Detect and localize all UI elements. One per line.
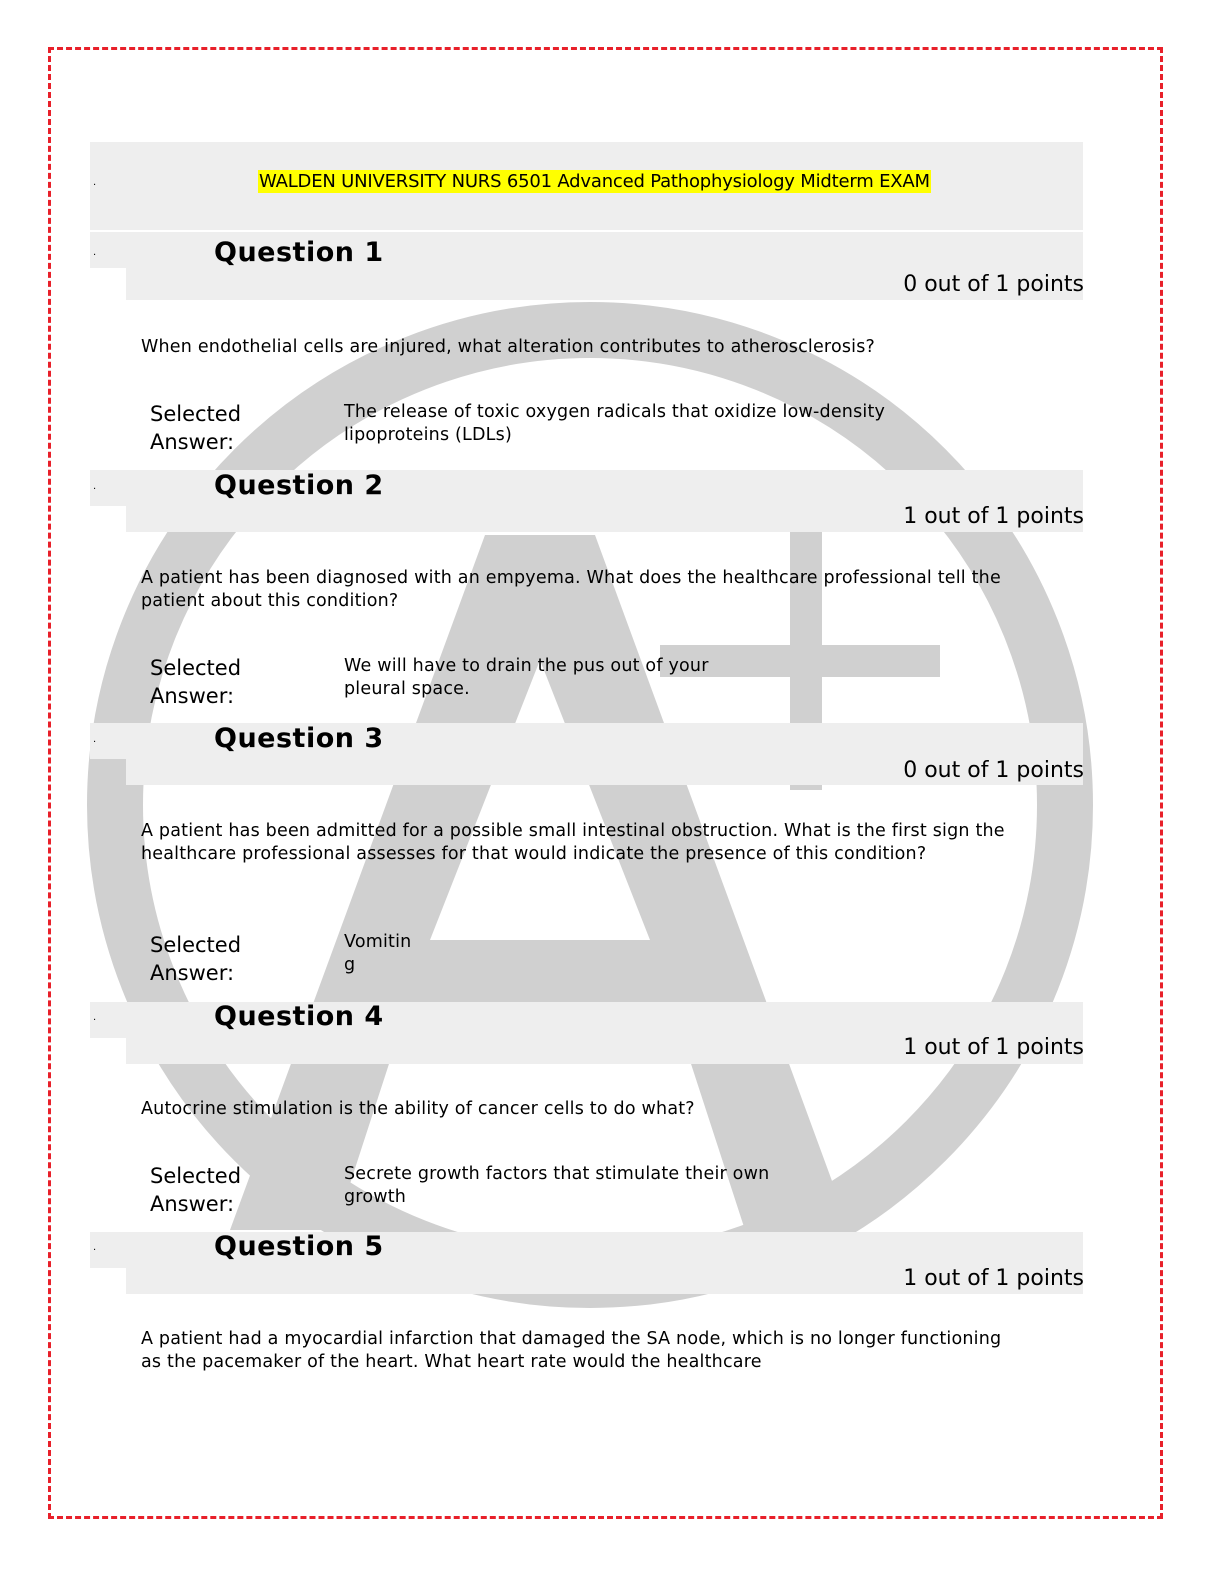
selected-answer-label: Selected Answer: — [150, 933, 242, 985]
question-points: 0 out of 1 points — [903, 272, 1084, 297]
selected-answer: Vomitin g — [344, 932, 412, 975]
selected-answer-label: Selected Answer: — [150, 1164, 242, 1216]
question-text: A patient has been diagnosed with an empyema. What does the healthcare professional tell the patient about this condition? — [141, 568, 1001, 611]
question-points: 0 out of 1 points — [903, 758, 1084, 783]
question-text: Autocrine stimulation is the ability of cancer cells to do what? — [141, 1099, 695, 1119]
selected-answer-label: Selected Answer: — [150, 656, 242, 708]
selected-answer-label: Selected Answer: — [150, 402, 242, 454]
question-points: 1 out of 1 points — [903, 504, 1084, 529]
bullet: · — [93, 1015, 97, 1026]
bullet: · — [93, 1245, 97, 1256]
selected-answer: Secrete growth factors that stimulate their own growth — [344, 1164, 770, 1207]
question-text: A patient has been admitted for a possible small intestinal obstruction. What is the first sign the healthcare professional assesses for that would indicate the presence of this condition? — [141, 821, 1005, 864]
question-heading: Question 1 — [214, 237, 384, 268]
question-heading: Question 3 — [214, 723, 384, 754]
question-heading: Question 2 — [214, 470, 384, 501]
selected-answer: The release of toxic oxygen radicals that oxidize low-density lipoproteins (LDLs) — [344, 402, 886, 445]
question-heading: Question 4 — [214, 1001, 384, 1032]
question-text: A patient had a myocardial infarction that damaged the SA node, which is no longer functioning as the pacemaker of the heart. What heart rate would the healthcare — [141, 1329, 1002, 1372]
bullet: · — [93, 484, 97, 495]
document-title: WALDEN UNIVERSITY NURS 6501 Advanced Pathophysiology Midterm EXAM — [259, 171, 930, 192]
selected-answer: We will have to drain the pus out of your pleural space. — [344, 656, 709, 699]
bullet: · — [93, 180, 97, 191]
bullet: · — [93, 250, 97, 261]
question-points: 1 out of 1 points — [903, 1035, 1084, 1060]
question-text: When endothelial cells are injured, what alteration contributes to atherosclerosis? — [141, 337, 876, 357]
question-heading: Question 5 — [214, 1231, 384, 1262]
bullet: · — [93, 737, 97, 748]
question-points: 1 out of 1 points — [903, 1266, 1084, 1291]
